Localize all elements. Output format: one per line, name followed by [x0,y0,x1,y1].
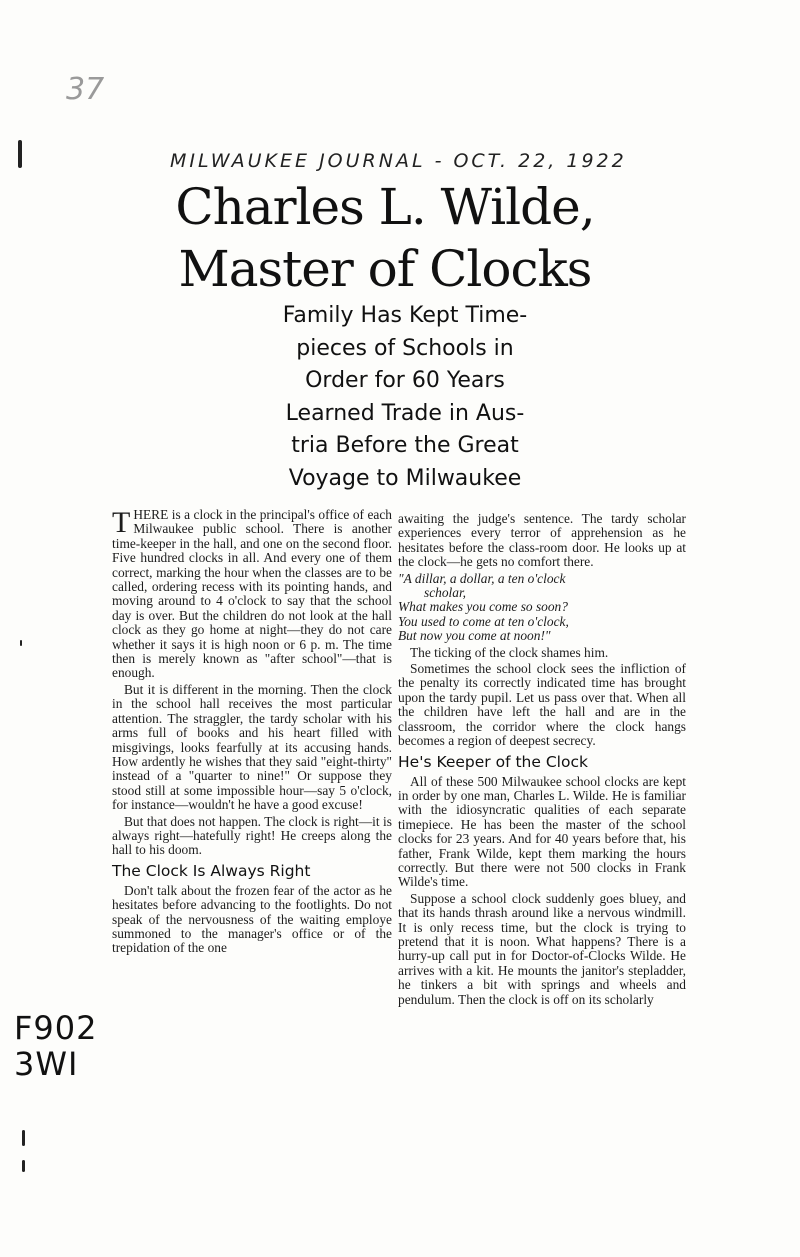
call-number-line: F902 [14,1009,98,1047]
article-paragraph: All of these 500 Milwaukee school clocks are kept in order by one man, Charles L. Wilde. He is familiar with the idiosyncratic qualities of each separate timepiece. He has been the master of the school clocks for 23 years. And for 40 years before that, his father, Frank Wilde, kept them marking the hours correctly. But there were not 500 clocks in Frank Wilde's time. [398,773,686,890]
article-paragraph: But it is different in the morning. Then the clock in the school hall receives the most particular attention. The straggler, the tardy scholar with his arms full of books and his heart filled with misgivings, looks fearfully at its accusing hands. How ardently he wishes that they said "eight-thirty" instead of a "quarter to nine!" Or suppose they stood still at some impossible hour—say 5 o'clock, for instance—wouldn't he have a good excuse! [112,681,392,813]
handwritten-source-note: MILWAUKEE JOURNAL - OCT. 22, 1922 [170,150,627,172]
pencil-call-number [14,1010,97,1082]
article-paragraph: awaiting the judge's sentence. The tardy scholar experiences every terror of apprehension as he hesitates before the class-room door. He looks up at the clock—he gets no comfort there. [398,511,686,570]
verse-line: What makes you come so soon? [398,599,568,615]
deck-line: Family Has Kept Time- [282,303,528,328]
article-paragraph: Don't talk about the frozen fear of the actor as he hesitates before advancing to the footlights. Do not speak of the nervousness of the waiting employe summoned to the manager's office or of the trepidation of the one [112,882,392,956]
article-column-right [398,512,686,1009]
article-paragraph [112,508,392,681]
deck-line: tria Before the Great [291,433,519,458]
deck-line: Order for 60 Years [305,368,505,393]
scan-mark [20,640,22,646]
article-paragraph: But that does not happen. The clock is right—it is always right—hatefully right! He creeps along the hall to his doom. [112,813,392,858]
article-paragraph: The ticking of the clock shames him. [410,644,609,660]
scan-mark [18,140,22,168]
section-subhead: He's Keeper of the Clock [398,752,588,771]
deck-line: Voyage to Milwaukee [288,465,522,491]
verse-line: You used to come at ten o'clock, [398,613,569,629]
verse-line: But now you come at noon!" [398,628,551,644]
verse-line: "A dillar, a dollar, a ten o'clock [398,570,566,586]
deck-line: pieces of Schools in [296,335,514,361]
article-column-left [112,508,392,958]
paragraph-text: HERE is a clock in the principal's office of each Milwaukee public school. There is another time-keeper in the hall, and one on the second floor. Five hundred clocks in all. And every one of them correct, marking the hour when the classes are to be called, ordering recess with its pointing hands, and moving around to 4 o'clock to say that the school day is over. But the children do not look at the hall clock as they go home at night—they do not care whether it says it is high noon or 6 p. m. The time then is merely known as "after school"—that is enough. [112,507,392,681]
article-paragraph: Suppose a school clock suddenly goes bluey, and that its hands thrash around like a nervous windmill. It is only recess time, but the clock is trying to pretend that it is noon. What happens? There is a hurry-up call put in for Doctor-of-Clocks Wilde. He arrives with a kit. He mounts the janitor's stepladder, he tinkers a bit with springs and wheels and pendulum. Then the clock is off on its scholarly [398,890,686,1007]
scan-mark [22,1130,25,1146]
headline [150,176,620,300]
scan-mark [22,1160,25,1172]
headline-line-2: Master of Clocks [178,240,592,298]
drop-cap: T [112,506,131,539]
subheadline-deck [250,300,560,495]
headline-line-1: Charles L. Wilde, [175,178,595,236]
pencil-page-number: 37 [66,72,105,107]
verse-quote [398,572,686,644]
article-paragraph: Sometimes the school clock sees the infliction of the penalty its correctly indicated time has brought upon the tardy pupil. Let us pass over that. When all the children have left the hall and are in the classroom, the corridor where the clock hangs becomes a region of deepest secrecy. [398,661,686,749]
deck-line: Learned Trade in Aus- [285,400,525,426]
verse-line: scholar, [424,585,467,601]
section-subhead: The Clock Is Always Right [112,861,311,880]
call-number-line: 3WI [14,1045,79,1083]
